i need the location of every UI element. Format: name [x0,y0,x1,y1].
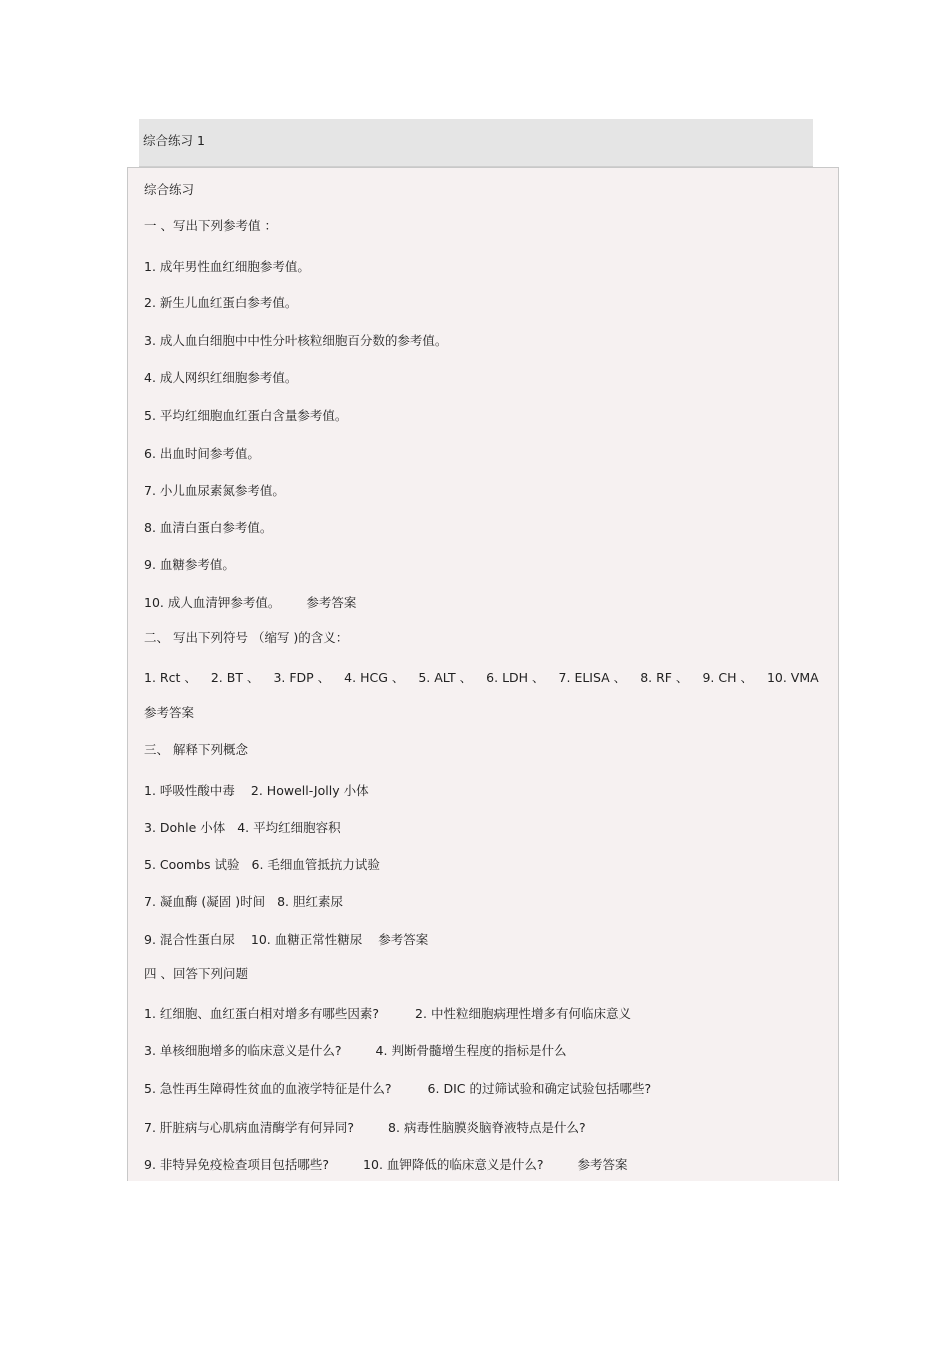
concept-item: 10. 血糖正常性糖尿 [250,932,363,947]
question-item: 8. 病毒性脑膜炎脑脊液特点是什么? [388,1120,586,1135]
answer-link[interactable]: 参考答案 [577,1157,628,1172]
question-item: 9. 非特异免疫检查项目包括哪些? [144,1157,330,1172]
list-item: 5. 平均红细胞血红蛋白含量参考值。 [144,408,348,423]
question-item: 6. DIC 的过筛试验和确定试验包括哪些? [427,1081,652,1096]
concept-row [144,930,428,948]
list-item: 8. 血清白蛋白参考值。 [144,520,273,535]
question-row [144,1118,586,1136]
question-row [144,1079,651,1097]
page-title: 综合练习 1 [143,133,205,148]
question-row [144,1155,628,1173]
symbol-item: 8. RF 、 [640,670,689,685]
symbol-item: 1. Rct 、 [144,670,197,685]
answer-link[interactable]: 参考答案 [306,595,357,610]
concept-row [144,855,380,873]
list-item: 1. 成年男性血红细胞参考值。 [144,259,310,274]
concept-item: 7. 凝血酶 (凝固 )时间 [144,894,266,909]
list-item: 6. 出血时间参考值。 [144,446,260,461]
concept-item: 3. Dohle 小体 [144,820,226,835]
symbol-item: 4. HCG 、 [344,670,405,685]
list-item: 9. 血糖参考值。 [144,557,235,572]
question-item: 10. 血钾降低的临床意义是什么? [363,1157,544,1172]
list-item: 4. 成人网织红细胞参考值。 [144,370,298,385]
concept-item: 1. 呼吸性酸中毒 [144,783,235,798]
symbol-list [144,668,819,686]
concept-item: 9. 混合性蛋白尿 [144,932,235,947]
concept-item: 2. Howell-Jolly 小体 [250,783,369,798]
answer-link[interactable]: 参考答案 [144,705,195,720]
list-item: 2. 新生儿血红蛋白参考值。 [144,295,298,310]
question-row [144,1004,631,1022]
concept-item: 4. 平均红细胞容积 [237,820,341,835]
concept-item: 6. 毛细血管抵抗力试验 [251,857,380,872]
section-2-title: 二、 写出下列符号 （缩写 )的含义： [144,630,349,645]
list-item: 3. 成人血白细胞中中性分叶核粒细胞百分数的参考值。 [144,333,448,348]
symbol-item: 9. CH 、 [702,670,753,685]
symbol-item: 5. ALT 、 [418,670,473,685]
symbol-item: 10. VMA [766,670,819,685]
section-4-title: 四 、回答下列问题 [144,966,248,981]
content-heading: 综合练习 [144,182,195,197]
list-item-10 [144,593,356,611]
question-row [144,1041,566,1059]
answer-link[interactable]: 参考答案 [378,932,429,947]
concept-row [144,892,343,910]
concept-row [144,781,369,799]
exercise-header-bar [139,119,813,167]
symbol-item: 6. LDH 、 [486,670,545,685]
list-item-text: 10. 成人血清钾参考值。 [144,595,281,610]
question-item: 5. 急性再生障碍性贫血的血液学特征是什么? [144,1081,392,1096]
list-item: 7. 小儿血尿素氮参考值。 [144,483,285,498]
symbol-item: 3. FDP 、 [273,670,331,685]
concept-item: 5. Coombs 试验 [144,857,240,872]
section-3-title: 三、 解释下列概念 [144,742,248,757]
symbol-item: 7. ELISA 、 [558,670,627,685]
question-item: 2. 中性粒细胞病理性增多有何临床意义 [415,1006,631,1021]
section-1-title: 一 、写出下列参考值 ： [144,218,277,233]
question-item: 1. 红细胞、血红蛋白相对增多有哪些因素? [144,1006,380,1021]
question-item: 7. 肝脏病与心肌病血清酶学有何异同? [144,1120,355,1135]
exercise-content-panel [127,167,839,1181]
concept-item: 8. 胆红素尿 [277,894,344,909]
question-item: 4. 判断骨髓增生程度的指标是什么 [375,1043,567,1058]
question-item: 3. 单核细胞增多的临床意义是什么? [144,1043,342,1058]
concept-row [144,818,341,836]
symbol-item: 2. BT 、 [210,670,260,685]
